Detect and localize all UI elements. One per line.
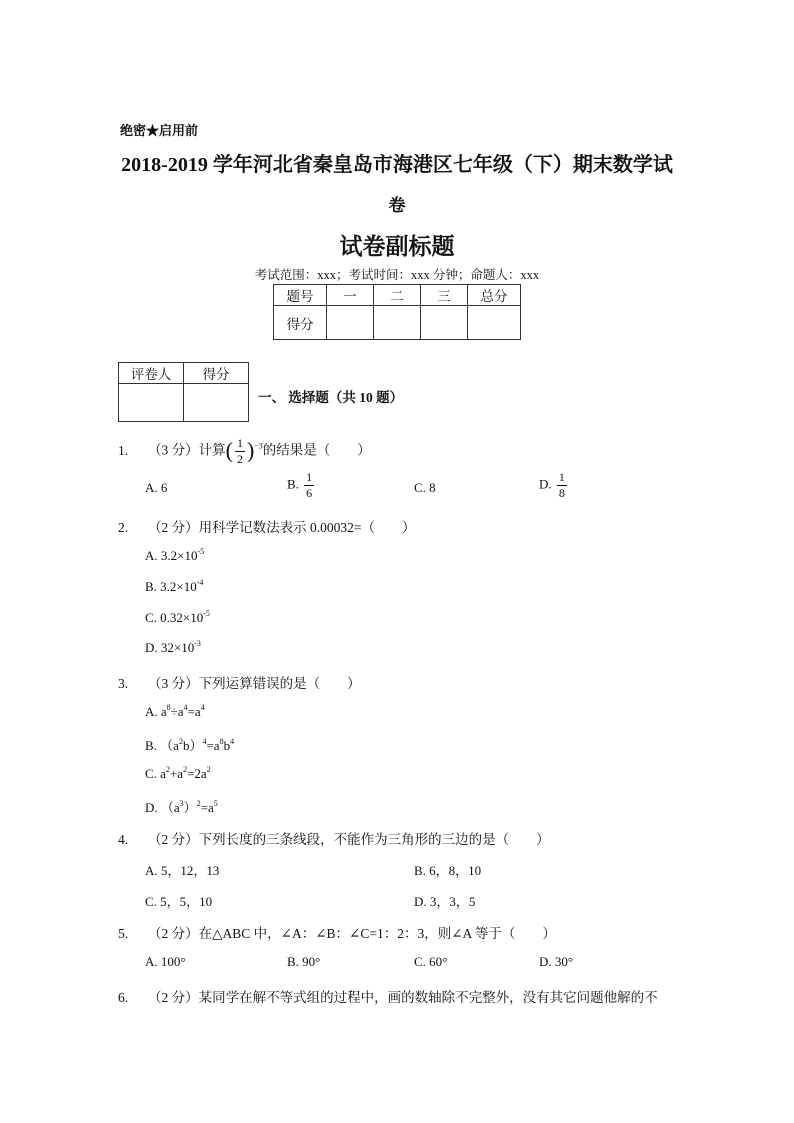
question-number: 3. — [118, 676, 129, 691]
fraction — [557, 470, 567, 501]
exponent: 4 — [183, 703, 188, 712]
score-cell — [327, 306, 374, 340]
score-table — [273, 284, 521, 340]
option-text: ÷a — [170, 704, 184, 719]
paren-left: ( — [225, 437, 233, 463]
option-d — [539, 470, 569, 501]
question-number: 2. — [118, 520, 129, 535]
option-a: A. 100° — [145, 954, 186, 969]
exponent: 5 — [213, 799, 218, 808]
option-text: C. 0.32×10 — [145, 610, 204, 625]
grader-cell — [119, 384, 184, 422]
option-text: D. 32×10 — [145, 640, 195, 655]
option-a — [145, 704, 205, 720]
score-header-cell: 三 — [421, 285, 468, 306]
fraction-numerator: 1 — [236, 436, 243, 450]
exam-info: 考试范围：xxx；考试时间：xxx 分钟；命题人：xxx — [254, 268, 540, 282]
score-header-cell: 二 — [374, 285, 421, 306]
option-label: D. — [539, 476, 552, 492]
question-5 — [118, 922, 556, 942]
option-b: B. 90° — [287, 954, 321, 969]
exponent: −3 — [254, 441, 263, 451]
score-header-cell: 总分 — [468, 285, 521, 306]
option-b — [287, 470, 316, 501]
question-score: （3 分） — [148, 442, 199, 458]
option-text: b） — [182, 738, 203, 753]
option-d: D. 3，3，5 — [414, 894, 476, 909]
exam-title: 2018-2019 学年河北省秦皇岛市海港区七年级（下）期末数学试 — [121, 154, 673, 176]
paren-right: ) — [246, 437, 255, 463]
question-text: 计算 — [198, 442, 226, 458]
option-b: B. 6，8，10 — [414, 863, 482, 878]
question-text: （3 分）下列运算错误的是（ ） — [148, 676, 361, 691]
grader-header-cell: 评卷人 — [119, 363, 184, 384]
exponent: -5 — [197, 547, 205, 556]
fraction-denominator: 6 — [306, 486, 313, 500]
option-d — [145, 640, 201, 656]
question-1 — [118, 436, 371, 467]
question-number: 6. — [118, 990, 129, 1005]
question-2 — [118, 516, 416, 536]
exponent: -5 — [203, 609, 210, 618]
question-number: 1. — [118, 442, 129, 458]
score-cell — [421, 306, 468, 340]
fraction — [235, 436, 245, 467]
option-text: =a — [206, 738, 220, 753]
fraction-denominator: 2 — [236, 452, 243, 466]
option-text: B. 3.2×10 — [145, 579, 197, 594]
question-4 — [118, 828, 550, 848]
grader-cell — [184, 384, 249, 422]
question-text: （2 分）下列长度的三条线段，不能作为三角形的三边的是（ ） — [148, 832, 550, 847]
grader-header-cell: 得分 — [184, 363, 249, 384]
score-row-label: 得分 — [274, 306, 327, 340]
question-6 — [118, 986, 658, 1006]
option-text: =a — [187, 704, 201, 719]
option-c — [145, 766, 211, 782]
question-number: 4. — [118, 832, 129, 847]
option-c: C. 5，5，10 — [145, 894, 213, 909]
question-text: （2 分）某同学在解不等式组的过程中，画的数轴除不完整外，没有其它问题他解的不 — [148, 990, 658, 1005]
exponent: 4 — [202, 737, 207, 746]
question-text: 的结果是（ ） — [262, 442, 371, 458]
exponent: 2 — [178, 737, 183, 746]
secret-label: 绝密★启用前 — [120, 123, 199, 138]
option-c: C. 8 — [414, 480, 436, 495]
option-text: =2a — [187, 766, 207, 781]
option-text: D. （a — [145, 800, 180, 815]
option-text: =a — [200, 800, 214, 815]
fraction-denominator: 8 — [558, 486, 565, 500]
option-text: +a — [169, 766, 184, 781]
score-header-cell: 一 — [327, 285, 374, 306]
option-b — [145, 735, 234, 754]
option-b — [145, 579, 203, 595]
exam-title-continuation: 卷 — [388, 196, 406, 215]
exponent: 8 — [166, 703, 171, 712]
exponent: 4 — [200, 703, 205, 712]
score-header-cell: 题号 — [274, 285, 327, 306]
option-a: A. 6 — [145, 480, 168, 495]
score-cell — [468, 306, 521, 340]
exam-subtitle: 试卷副标题 — [339, 234, 455, 259]
option-d: D. 30° — [539, 954, 574, 969]
option-d — [145, 797, 218, 816]
score-cell — [374, 306, 421, 340]
section-title: 一、 选择题（共 10 题） — [258, 390, 404, 405]
exponent: 4 — [230, 737, 235, 746]
exponent: -4 — [196, 578, 204, 587]
option-text: b — [223, 738, 231, 753]
question-text: （2 分）在△ABC 中，∠A：∠B：∠C=1：2：3，则∠A 等于（ ） — [148, 926, 556, 941]
option-text: A. 3.2×10 — [145, 548, 198, 563]
question-number: 5. — [118, 926, 129, 941]
option-text: C. a — [145, 766, 166, 781]
exponent: 2 — [183, 765, 188, 774]
option-a: A. 5，12，13 — [145, 863, 220, 878]
option-label: B. — [287, 476, 299, 492]
fraction-numerator: 1 — [558, 470, 565, 484]
option-text: B. （a — [145, 738, 179, 753]
fraction — [304, 470, 314, 501]
exponent: 2 — [196, 799, 201, 808]
exponent: 8 — [219, 737, 224, 746]
option-text: A. a — [145, 704, 167, 719]
exponent: 2 — [165, 765, 170, 774]
option-a — [145, 548, 204, 564]
question-3 — [118, 672, 361, 692]
option-c: C. 60° — [414, 954, 448, 969]
question-text: （2 分）用科学记数法表示 0.00032=（ ） — [148, 520, 416, 535]
grader-table — [118, 362, 249, 422]
option-text: ） — [183, 800, 197, 815]
exponent: 2 — [206, 765, 211, 774]
option-c — [145, 610, 210, 626]
exponent: 3 — [179, 799, 184, 808]
exponent: -3 — [194, 639, 201, 648]
fraction-numerator: 1 — [306, 470, 313, 484]
